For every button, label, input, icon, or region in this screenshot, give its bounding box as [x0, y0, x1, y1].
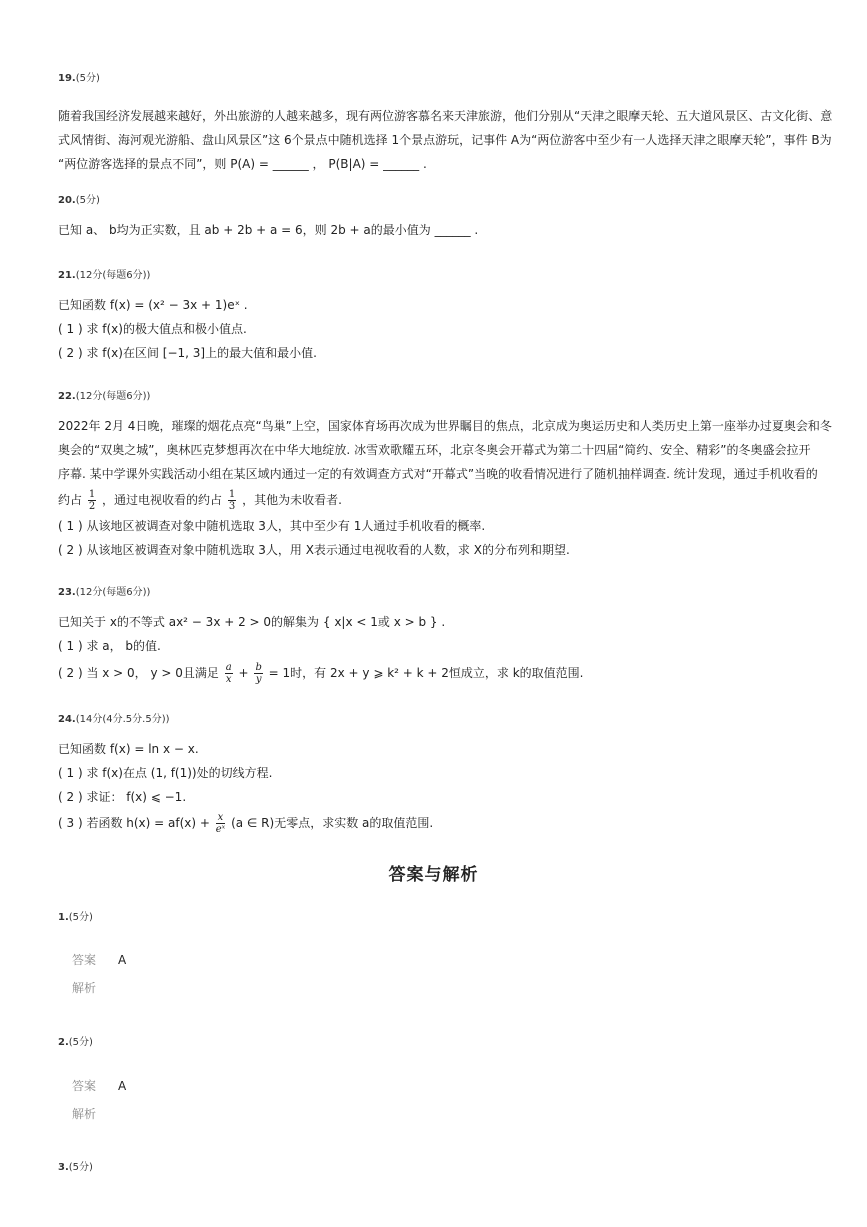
- answer-value: A: [118, 953, 127, 967]
- question-23: [58, 586, 810, 688]
- question-19: [58, 72, 833, 176]
- fraction: $\frac{1}{2}$: [88, 489, 96, 512]
- question-text: 已知函数 f(x) = ln x − x.: [58, 742, 199, 756]
- answer-number: 3.(5分): [58, 1162, 93, 1173]
- question-20: [58, 194, 810, 242]
- question-text: 已知函数 f(x) = (x² − 3x + 1)eˣ .: [58, 298, 248, 312]
- question-number: 23.(12分(每题6分)): [58, 587, 151, 598]
- question-21: [58, 269, 810, 365]
- question-text: ( 2 ) 当 x > 0， y > 0且满足 $\frac{a}{x}$ + $\frac{b}{y}$ = 1时，有 2x + y ⩾ k² + k + 2恒成立，求 k的取值范围.: [58, 662, 584, 685]
- question-text: ( 2 ) 求 f(x)在区间 [−1, 3]上的最大值和最小值.: [58, 346, 317, 360]
- fraction: $\frac{1}{3}$: [228, 489, 236, 512]
- fraction: $\frac{b}{y}$: [255, 662, 262, 685]
- question-text: 式风情街、海河观光游船、盘山风景区”这 6个景点中随机选择 1个景点游玩，记事件 A为“两位游客中至少有一人选择天津之眼摩天轮”，事件 B为: [58, 133, 832, 147]
- question-text: ( 1 ) 求 f(x)的极大值点和极小值点.: [58, 322, 247, 336]
- fraction: $\frac{a}{x}$: [225, 662, 232, 685]
- analysis-row: [72, 1104, 118, 1124]
- answer-value: A: [118, 1079, 127, 1093]
- question-text: 序幕. 某中学课外实践活动小组在某区域内通过一定的有效调查方式对“开幕式”当晚的收看情况进行了随机抽样调查. 统计发现，通过手机收看的: [58, 467, 818, 481]
- answer-label: 答案: [72, 953, 97, 967]
- answer-label: 答案: [72, 1079, 97, 1093]
- question-text: 随着我国经济发展越来越好，外出旅游的人越来越多，现有两位游客慕名来天津旅游，他们分别从“天津之眼摩天轮、五大道风景区、古文化街、意: [58, 109, 833, 123]
- question-text: 约占 $\frac{1}{2}$ ，通过电视收看的约占 $\frac{1}{3}$ ，其他为未收看者.: [58, 489, 342, 512]
- question-text: ( 1 ) 求 f(x)在点 (1, f(1))处的切线方程.: [58, 766, 273, 780]
- question-text: 2022年 2月 4日晚，璀璨的烟花点亮“鸟巢”上空，国家体育场再次成为世界瞩目的焦点，北京成为奥运历史和人类历史上第一座举办过夏奥会和冬: [58, 419, 832, 433]
- question-text: 奥会的“双奥之城”，奥林匹克梦想再次在中华大地绽放. 冰雪欢歌耀五环，北京冬奥会开幕式为第二十四届“简约、安全、精彩”的冬奥盛会拉开: [58, 443, 811, 457]
- question-text: 已知 a、 b均为正实数，且 ab + 2b + a = 6，则 2b + a的最小值为 ______ .: [58, 223, 479, 237]
- question-number: 19.(5分): [58, 73, 100, 84]
- question-number: 24.(14分(4分.5分.5分)): [58, 714, 170, 725]
- fraction: $\frac{x}{\text{eˣ}}$: [215, 812, 226, 835]
- analysis-label: 解析: [72, 981, 97, 995]
- question-22: [58, 390, 832, 562]
- question-text: 已知关于 x的不等式 ax² − 3x + 2 > 0的解集为 { x|x < 1或 x > b } .: [58, 615, 446, 629]
- answer-number: 1.(5分): [58, 912, 93, 923]
- answer-row: [72, 1076, 126, 1096]
- question-text: ( 2 ) 从该地区被调查对象中随机选取 3人，用 X表示通过电视收看的人数，求 X的分布列和期望.: [58, 543, 570, 557]
- question-text: “两位游客选择的景点不同”，则 P(A) = ______ ， P(B|A) = ______ .: [58, 157, 427, 171]
- question-number: 21.(12分(每题6分)): [58, 270, 151, 281]
- question-text: ( 1 ) 求 a， b的值.: [58, 639, 161, 653]
- analysis-label: 解析: [72, 1107, 97, 1121]
- question-number: 20.(5分): [58, 195, 100, 206]
- section-title: 答案与解析: [388, 865, 479, 885]
- answer-row: [72, 950, 126, 970]
- question-number: 22.(12分(每题6分)): [58, 391, 151, 402]
- question-text: ( 3 ) 若函数 h(x) = af(x) + $\frac{x}{\text{eˣ}}$ (a ∈ R)无零点，求实数 a的取值范围.: [58, 812, 434, 835]
- question-text: ( 2 ) 求证： f(x) ⩽ −1.: [58, 790, 187, 804]
- analysis-row: [72, 978, 118, 998]
- question-text: ( 1 ) 从该地区被调查对象中随机选取 3人，其中至少有 1人通过手机收看的概率.: [58, 519, 486, 533]
- answer-number: 2.(5分): [58, 1037, 93, 1048]
- question-24: [58, 713, 810, 837]
